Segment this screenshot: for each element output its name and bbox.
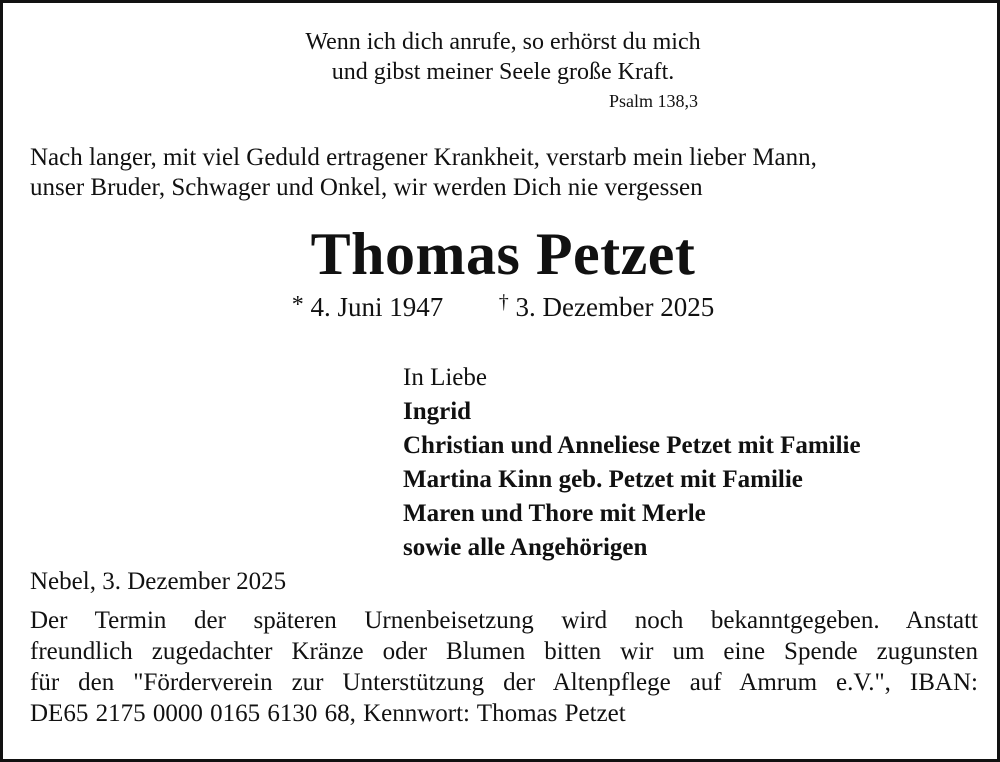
deceased-name: Thomas Petzet xyxy=(310,221,696,287)
mourner-name: Ingrid xyxy=(403,398,472,425)
funeral-notice xyxy=(30,605,978,729)
life-dates xyxy=(3,291,1000,323)
verse-line-2: und gibst meiner Seele große Kraft. xyxy=(331,59,675,85)
mourner-name: Maren und Thore mit Merle xyxy=(403,500,706,527)
intro-line-2: unser Bruder, Schwager und Onkel, wir werden Dich nie vergessen xyxy=(30,174,703,201)
mourner-name: Christian und Anneliese Petzet mit Familie xyxy=(403,432,861,459)
notice-line-1: Der Termin der späteren Urnenbeisetzung wird noch bekanntgegeben. Anstatt xyxy=(30,607,978,634)
mourner-name: Martina Kinn geb. Petzet mit Familie xyxy=(403,466,803,493)
verse-reference: Psalm 138,3 xyxy=(609,91,699,111)
mourners-heading: In Liebe xyxy=(403,364,487,391)
intro-line-1: Nach langer, mit viel Geduld ertragener Krankheit, verstarb mein lieber Mann, xyxy=(30,144,817,171)
death-symbol: † xyxy=(498,291,509,313)
notice-line-4: DE65 2175 0000 0165 6130 68, Kennwort: Thomas Petzet xyxy=(30,700,626,727)
birth-date: 4. Juni 1947 xyxy=(310,292,444,322)
intro-text xyxy=(30,143,980,203)
death-date: 3. Dezember 2025 xyxy=(515,292,715,322)
birth-symbol: * xyxy=(291,292,304,318)
notice-line-2: freundlich zugedachter Kränze oder Blumen bitten wir um eine Spende zugunsten xyxy=(30,638,978,665)
mourners-list xyxy=(403,361,861,565)
verse-line-1: Wenn ich dich anrufe, so erhörst du mich xyxy=(305,29,701,55)
place-date: Nebel, 3. Dezember 2025 xyxy=(30,568,287,595)
mourner-name: sowie alle Angehörigen xyxy=(403,534,648,561)
notice-line-3: für den "Förderverein zur Unterstützung der Altenpflege auf Amrum e.V.", IBAN: xyxy=(30,669,978,696)
